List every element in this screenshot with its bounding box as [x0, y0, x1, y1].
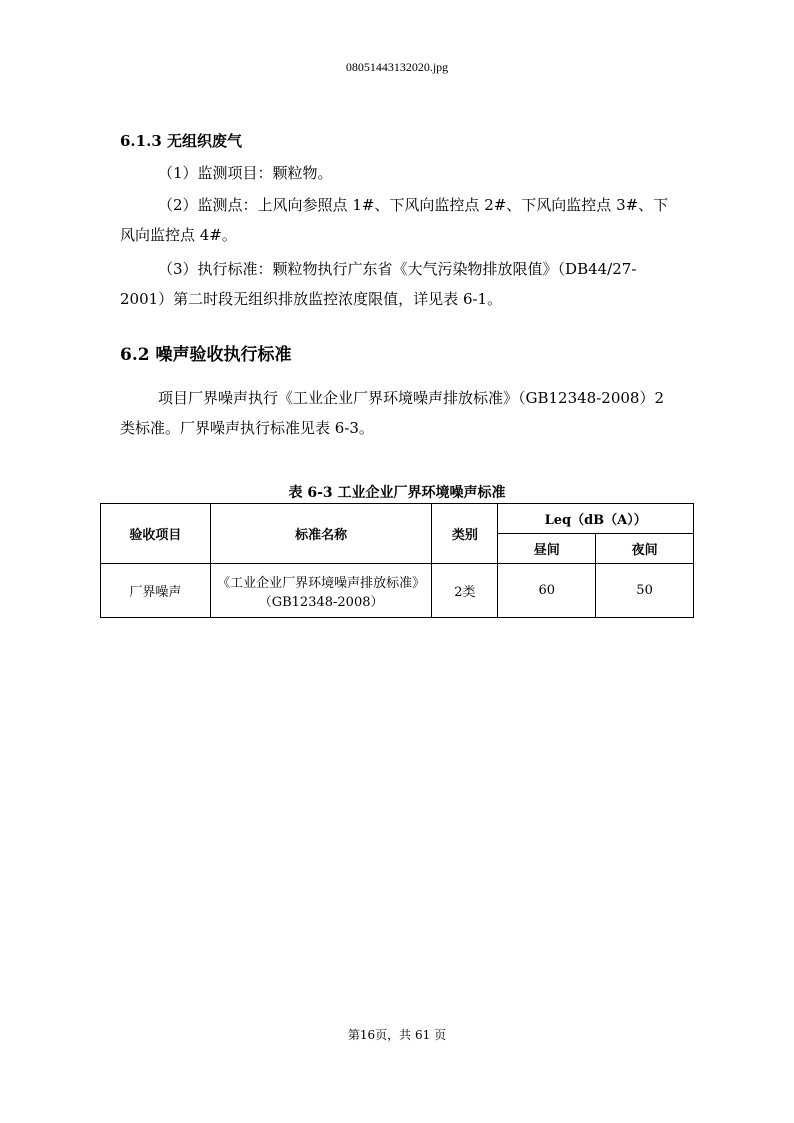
- item-monitoring-project: （1）监测项目：颗粒物。: [158, 164, 333, 182]
- cell-night: 50: [596, 564, 694, 618]
- noise-standard-paragraph: 项目厂界噪声执行《工业企业厂界环境噪声排放标准》（GB12348-2008）2 类标准。厂界噪声执行标准见表 6-3。: [120, 389, 665, 437]
- file-name: 08051443132020.jpg: [345, 60, 449, 74]
- item-execution-standard: （3）执行标准：颗粒物执行广东省《大气污染物排放限值》（DB44/27-2001）第二时段无组织排放监控浓度限值，详见表 6-1。: [120, 260, 637, 308]
- section-heading-6-2: 6.2 噪声验收执行标准: [120, 345, 292, 365]
- noise-standard-table: [100, 503, 694, 618]
- cell-day: 60: [498, 564, 596, 618]
- header-leq: Leq（dB（A））: [498, 504, 694, 534]
- header-category: 类别: [432, 504, 498, 564]
- table-header-row: [101, 504, 694, 534]
- cell-standard-name: 《工业企业厂界环境噪声排放标准》（GB12348-2008）: [210, 564, 432, 618]
- cell-item: 厂界噪声: [101, 564, 211, 618]
- header-day: 昼间: [498, 534, 596, 564]
- header-night: 夜间: [596, 534, 694, 564]
- header-item: 验收项目: [101, 504, 211, 564]
- header-standard-name: 标准名称: [210, 504, 432, 564]
- table-row: [101, 564, 694, 618]
- item-monitoring-points: （2）监测点：上风向参照点 1#、下风向监控点 2#、下风向监控点 3#、下风向监控点 4#。: [120, 196, 669, 244]
- section-heading-6-1-3: 6.1.3 无组织废气: [120, 132, 242, 150]
- page-footer: 第16页，共 61 页: [347, 1028, 447, 1042]
- table-caption: 表 6-3 工业企业厂界环境噪声标准: [288, 485, 506, 501]
- cell-category: 2类: [432, 564, 498, 618]
